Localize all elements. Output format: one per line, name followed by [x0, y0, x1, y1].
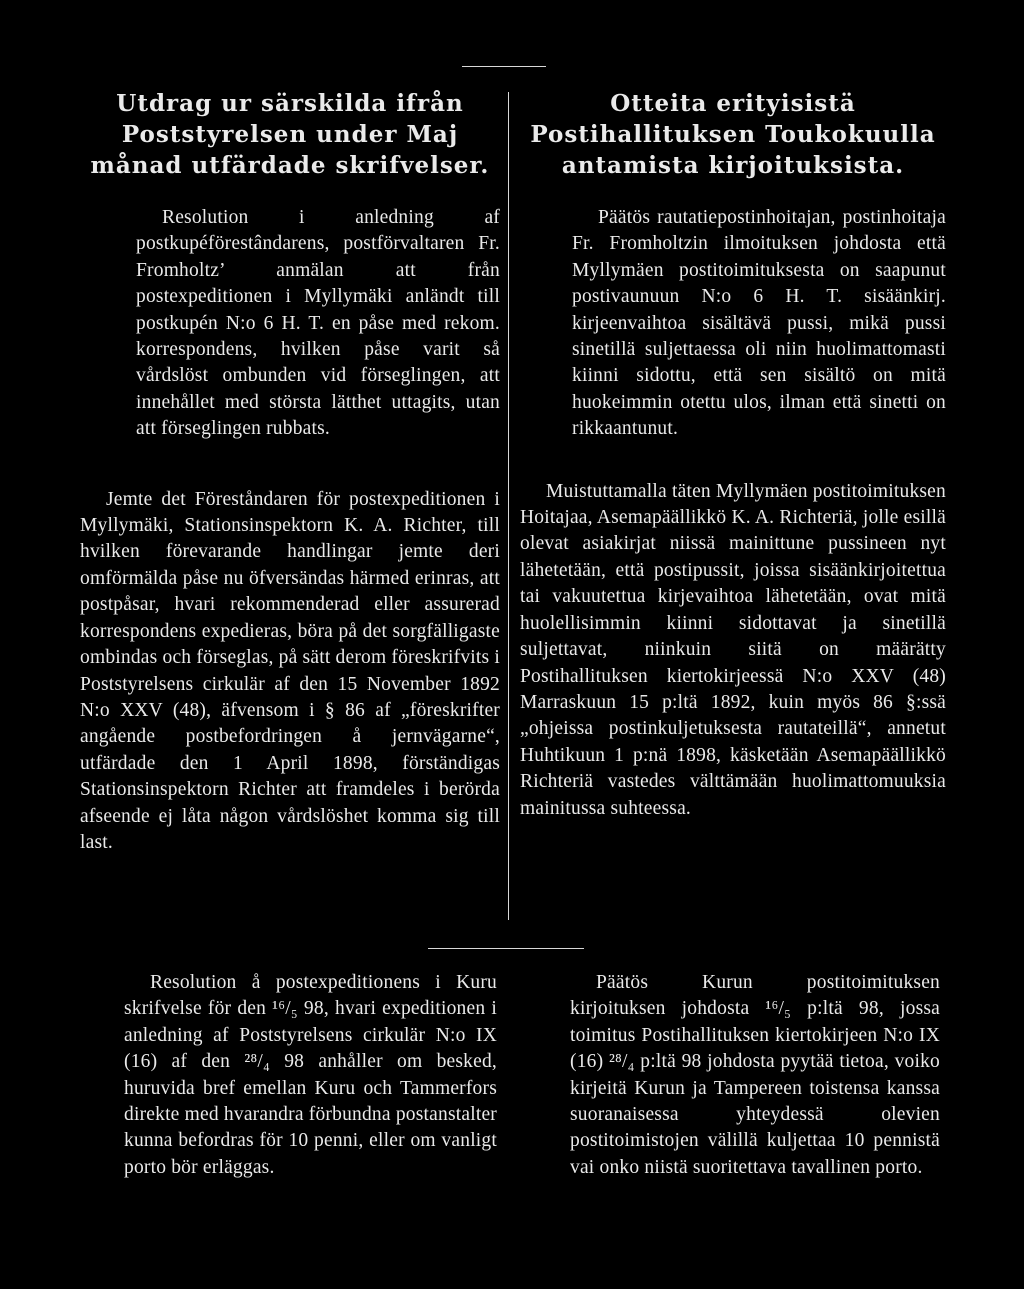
section-rule [428, 948, 584, 949]
swedish-paragraph-3: Resolution å postexpeditionens i Kuru skrifvelse för den ¹⁶/₅ 98, hvari expeditionen i anledning af Poststyrelsens cirkulär N:o IX (16) af den ²⁸/₄ 98 anhåller om besked, huruvida bref emellan Kuru och Tammerfors direkte med hvarandra förbundna postanstalter kunna befordras för 10 penni, eller om vanligt porto bör erläggas. [124, 972, 497, 1178]
swedish-title: Utdrag ur särskilda ifrån Poststyrelsen under Maj månad utfärdade skrifvelser. [90, 90, 490, 179]
top-rule [462, 66, 546, 67]
finnish-column [520, 88, 946, 822]
finnish-paragraph-2: Muistuttamalla täten Myllymäen postitoimituksen Hoitajaa, Asemapäällikkö K. A. Richteriä, jolle esillä olevat asiakirjat niissä mainittune pussineen nyt lähetetään, että postipussit, joissa sisäänkirjoitettua tai vakuutettua kirjevaihtoa lähetetään, ovat mitä huolellisimmin kiinni sidottavat ja sinetillä suljettavat, niinkuin siitä on määrätty Postihallituksen kiertokirjeessä N:o XXV (48) Marraskuun 15 p:ltä 1892, kuin myös 86 §:ssä „ohjeissa postinkuljetuksesta rautateillä“, annetut Huhtikuun 1 p:nä 1898, käsketään Asemapäällikkö Richteriä vastedes välttämään huolimattomuuksia mainitussa suhteessa. [520, 480, 946, 819]
column-divider [508, 92, 509, 920]
finnish-title: Otteita erityisistä Postihallituksen Toukokuulla antamista kirjoituksista. [530, 90, 936, 179]
finnish-column-bottom [570, 970, 940, 1181]
swedish-column [80, 88, 500, 856]
swedish-paragraph-2: Jemte det Föreståndaren för postexpeditionen i Myllymäki, Stationsinspektorn K. A. Richter, till hvilken förevarande handlingar jemte deri omförmälda påse nu öfversändas härmed erinras, att postpåsar, hvari rekommenderad eller assurerad korrespondens expedieras, böra på det sorgfälligaste ombindas och förseglas, på sätt derom föreskrifvits i Poststyrelsens cirkulär af den 15 November 1892 N:o XXV (48), äfvensom i § 86 af „föreskrifter angående postbefordringen å jernvägarne“, utfärdade den 1 April 1898, förständigas Stationsinspektorn Richter att framdeles i berörda afseende ej låta någon vårdslöshet komma sig till last. [80, 488, 501, 853]
swedish-column-bottom [124, 970, 497, 1181]
swedish-paragraph-1: Resolution i anledning af postkupéförestândarens, postförvaltaren Fr. Fromholtz’ anmälan att från postexpeditionen i Myllymäki anländt till postkupén N:o 6 H. T. en påse med rekom. korrespondens, hvilken påse varit så vårdslöst ombunden vid förseglingen, att innehållet med största lätthet uttagits, utan att förseglingen rubbats. [136, 207, 500, 440]
finnish-paragraph-1: Päätös rautatiepostinhoitajan, postinhoitaja Fr. Fromholtzin ilmoituksen johdosta että Myllymäen postitoimituksesta on saapunut postivaunuun N:o 6 H. T. sisäänkirj. kirjeenvaihtoa sisältävä pussi, mikä pussi sinetillä suljettaessa oli niin huolimattomasti kiinni sidottu, että sen sisältö on mitä huokeimmin otettu ulos, ilman että sinetti on rikkaantunut. [572, 207, 946, 440]
finnish-paragraph-3: Päätös Kurun postitoimituksen kirjoituksen johdosta ¹⁶/₅ p:ltä 98, jossa toimitus Postihallituksen kiertokirjeen N:o IX (16) ²⁸/₄ p:ltä 98 johdosta pyytää tietoa, voiko kirjeitä Kurun ja Tampereen toistensa kanssa suoranaisessa yhteydessä olevien postitoimistojen välillä kuljettaa 10 pennistä vai onko niistä suoritettava tavallinen porto. [570, 972, 940, 1178]
